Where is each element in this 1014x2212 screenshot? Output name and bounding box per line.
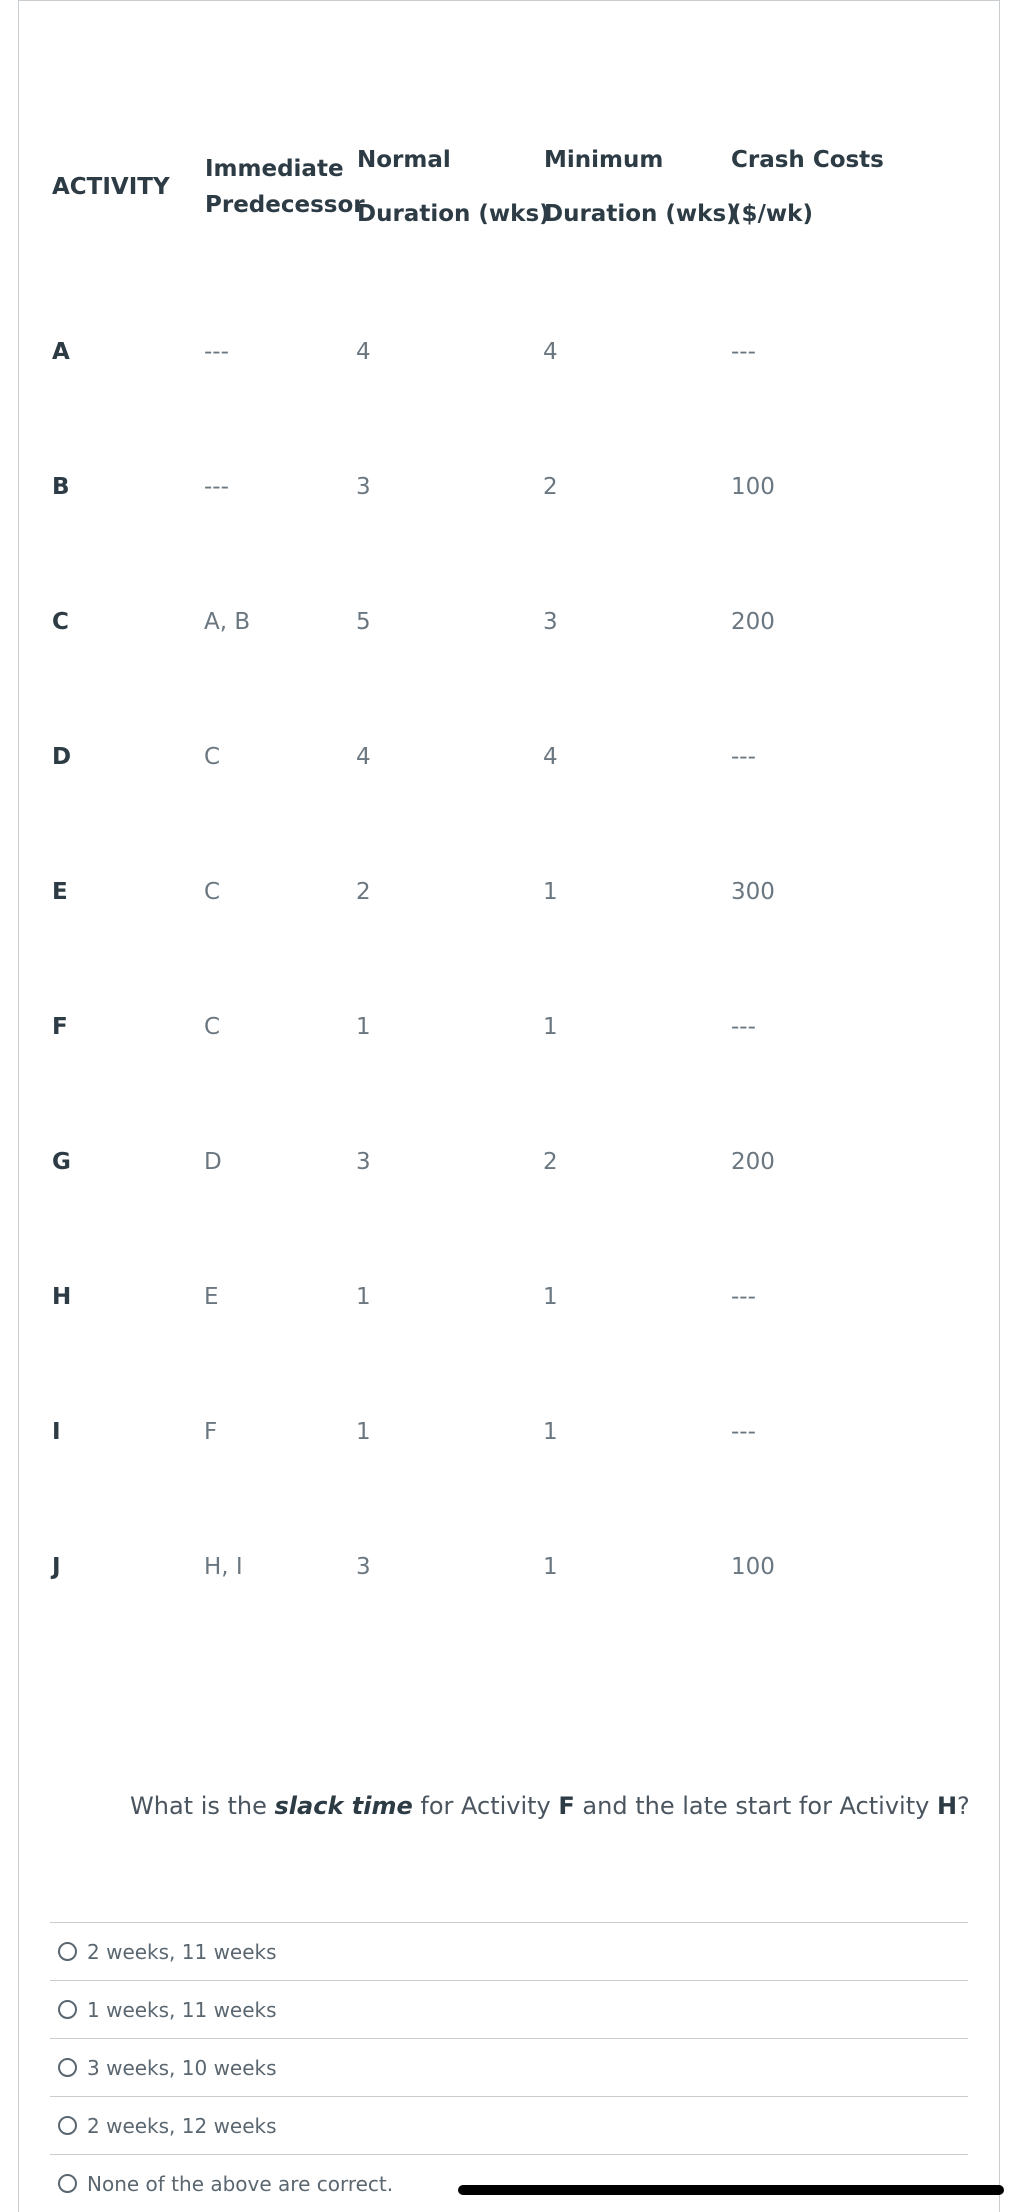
question-part2: for Activity xyxy=(412,1792,559,1820)
cell-activity: B xyxy=(52,474,70,500)
cell-crash-cost: 300 xyxy=(731,879,775,905)
cell-minimum-duration: 1 xyxy=(543,1014,558,1040)
radio-button[interactable] xyxy=(58,2000,77,2019)
cell-predecessor: --- xyxy=(204,474,229,500)
cell-crash-cost: --- xyxy=(731,339,756,365)
cell-crash-cost: 100 xyxy=(731,1554,775,1580)
cell-minimum-duration: 3 xyxy=(543,609,558,635)
table-row xyxy=(52,1547,952,1587)
header-predecessor-line2: Predecessor xyxy=(205,191,365,218)
table-row xyxy=(52,737,952,777)
table-row xyxy=(52,1277,952,1317)
answer-label: 3 weeks, 10 weeks xyxy=(87,2055,277,2080)
cell-activity: A xyxy=(52,339,70,365)
cell-normal-duration: 1 xyxy=(356,1419,371,1445)
cell-crash-cost: 200 xyxy=(731,609,775,635)
question-text xyxy=(130,1792,970,1820)
cell-predecessor: C xyxy=(204,879,221,905)
table-row xyxy=(52,467,952,507)
radio-button[interactable] xyxy=(58,2174,77,2193)
question-emphasis: slack time xyxy=(274,1792,413,1820)
answer-option-4[interactable] xyxy=(50,2096,968,2154)
header-normal-line2: Duration (wks) xyxy=(357,200,550,227)
cell-normal-duration: 3 xyxy=(356,1149,371,1175)
cell-minimum-duration: 1 xyxy=(543,1554,558,1580)
answer-option-1[interactable] xyxy=(50,1922,968,1980)
cell-minimum-duration: 2 xyxy=(543,1149,558,1175)
header-activity-label: ACTIVITY xyxy=(52,174,170,200)
radio-button[interactable] xyxy=(58,1942,77,1961)
question-part4: ? xyxy=(957,1792,970,1820)
table-row xyxy=(52,872,952,912)
cell-minimum-duration: 1 xyxy=(543,1419,558,1445)
cell-activity: H xyxy=(52,1284,72,1310)
answer-label: 1 weeks, 11 weeks xyxy=(87,1997,277,2022)
question-part1: What is the xyxy=(130,1792,275,1820)
cell-minimum-duration: 4 xyxy=(543,339,558,365)
cell-normal-duration: 4 xyxy=(356,744,371,770)
cell-crash-cost: --- xyxy=(731,1014,756,1040)
table-row xyxy=(52,332,952,372)
header-minimum-line1: Minimum xyxy=(544,147,664,173)
cell-normal-duration: 3 xyxy=(356,474,371,500)
cell-activity: E xyxy=(52,879,68,905)
header-minimum-line2: Duration (wks) xyxy=(544,200,737,227)
header-predecessor xyxy=(205,156,365,219)
cell-activity: J xyxy=(52,1554,61,1580)
cell-normal-duration: 1 xyxy=(356,1284,371,1310)
cell-activity: D xyxy=(52,744,72,770)
cell-activity: I xyxy=(52,1419,61,1445)
cell-crash-cost: 100 xyxy=(731,474,775,500)
answer-list xyxy=(50,1922,968,2212)
answer-option-5[interactable] xyxy=(50,2154,968,2212)
header-crash-costs xyxy=(731,147,884,228)
question-activity-h: H xyxy=(936,1792,958,1820)
cell-minimum-duration: 1 xyxy=(543,1284,558,1310)
home-indicator[interactable] xyxy=(458,2185,1004,2195)
cell-crash-cost: --- xyxy=(731,744,756,770)
table-row xyxy=(52,602,952,642)
cell-normal-duration: 4 xyxy=(356,339,371,365)
cell-activity: C xyxy=(52,609,69,635)
table-row xyxy=(52,1007,952,1047)
header-activity xyxy=(52,174,170,202)
cell-predecessor: A, B xyxy=(204,609,251,635)
table-row xyxy=(52,1412,952,1452)
header-normal-duration xyxy=(357,147,550,228)
cell-crash-cost: --- xyxy=(731,1284,756,1310)
cell-normal-duration: 1 xyxy=(356,1014,371,1040)
cell-crash-cost: 200 xyxy=(731,1149,775,1175)
cell-normal-duration: 3 xyxy=(356,1554,371,1580)
cell-predecessor: C xyxy=(204,744,221,770)
cell-minimum-duration: 2 xyxy=(543,474,558,500)
header-normal-line1: Normal xyxy=(357,147,451,173)
answer-option-2[interactable] xyxy=(50,1980,968,2038)
cell-predecessor: F xyxy=(204,1419,218,1445)
radio-button[interactable] xyxy=(58,2116,77,2135)
answer-label: 2 weeks, 11 weeks xyxy=(87,1939,277,1964)
table-row xyxy=(52,1142,952,1182)
cell-predecessor: C xyxy=(204,1014,221,1040)
header-crash-line2: ($/wk) xyxy=(731,200,813,227)
cell-predecessor: D xyxy=(204,1149,222,1175)
answer-label: 2 weeks, 12 weeks xyxy=(87,2113,277,2138)
cell-predecessor: --- xyxy=(204,339,229,365)
question-part3: and the late start for Activity xyxy=(574,1792,937,1820)
cell-activity: F xyxy=(52,1014,68,1040)
question-activity-f: F xyxy=(558,1792,575,1820)
answer-option-3[interactable] xyxy=(50,2038,968,2096)
header-minimum-duration xyxy=(544,147,737,228)
cell-predecessor: E xyxy=(204,1284,219,1310)
answer-label: None of the above are correct. xyxy=(87,2171,394,2196)
cell-normal-duration: 2 xyxy=(356,879,371,905)
cell-minimum-duration: 4 xyxy=(543,744,558,770)
radio-button[interactable] xyxy=(58,2058,77,2077)
cell-normal-duration: 5 xyxy=(356,609,371,635)
cell-minimum-duration: 1 xyxy=(543,879,558,905)
header-predecessor-line1: Immediate xyxy=(205,156,344,182)
cell-crash-cost: --- xyxy=(731,1419,756,1445)
cell-activity: G xyxy=(52,1149,71,1175)
header-crash-line1: Crash Costs xyxy=(731,147,884,173)
cell-predecessor: H, I xyxy=(204,1554,243,1580)
